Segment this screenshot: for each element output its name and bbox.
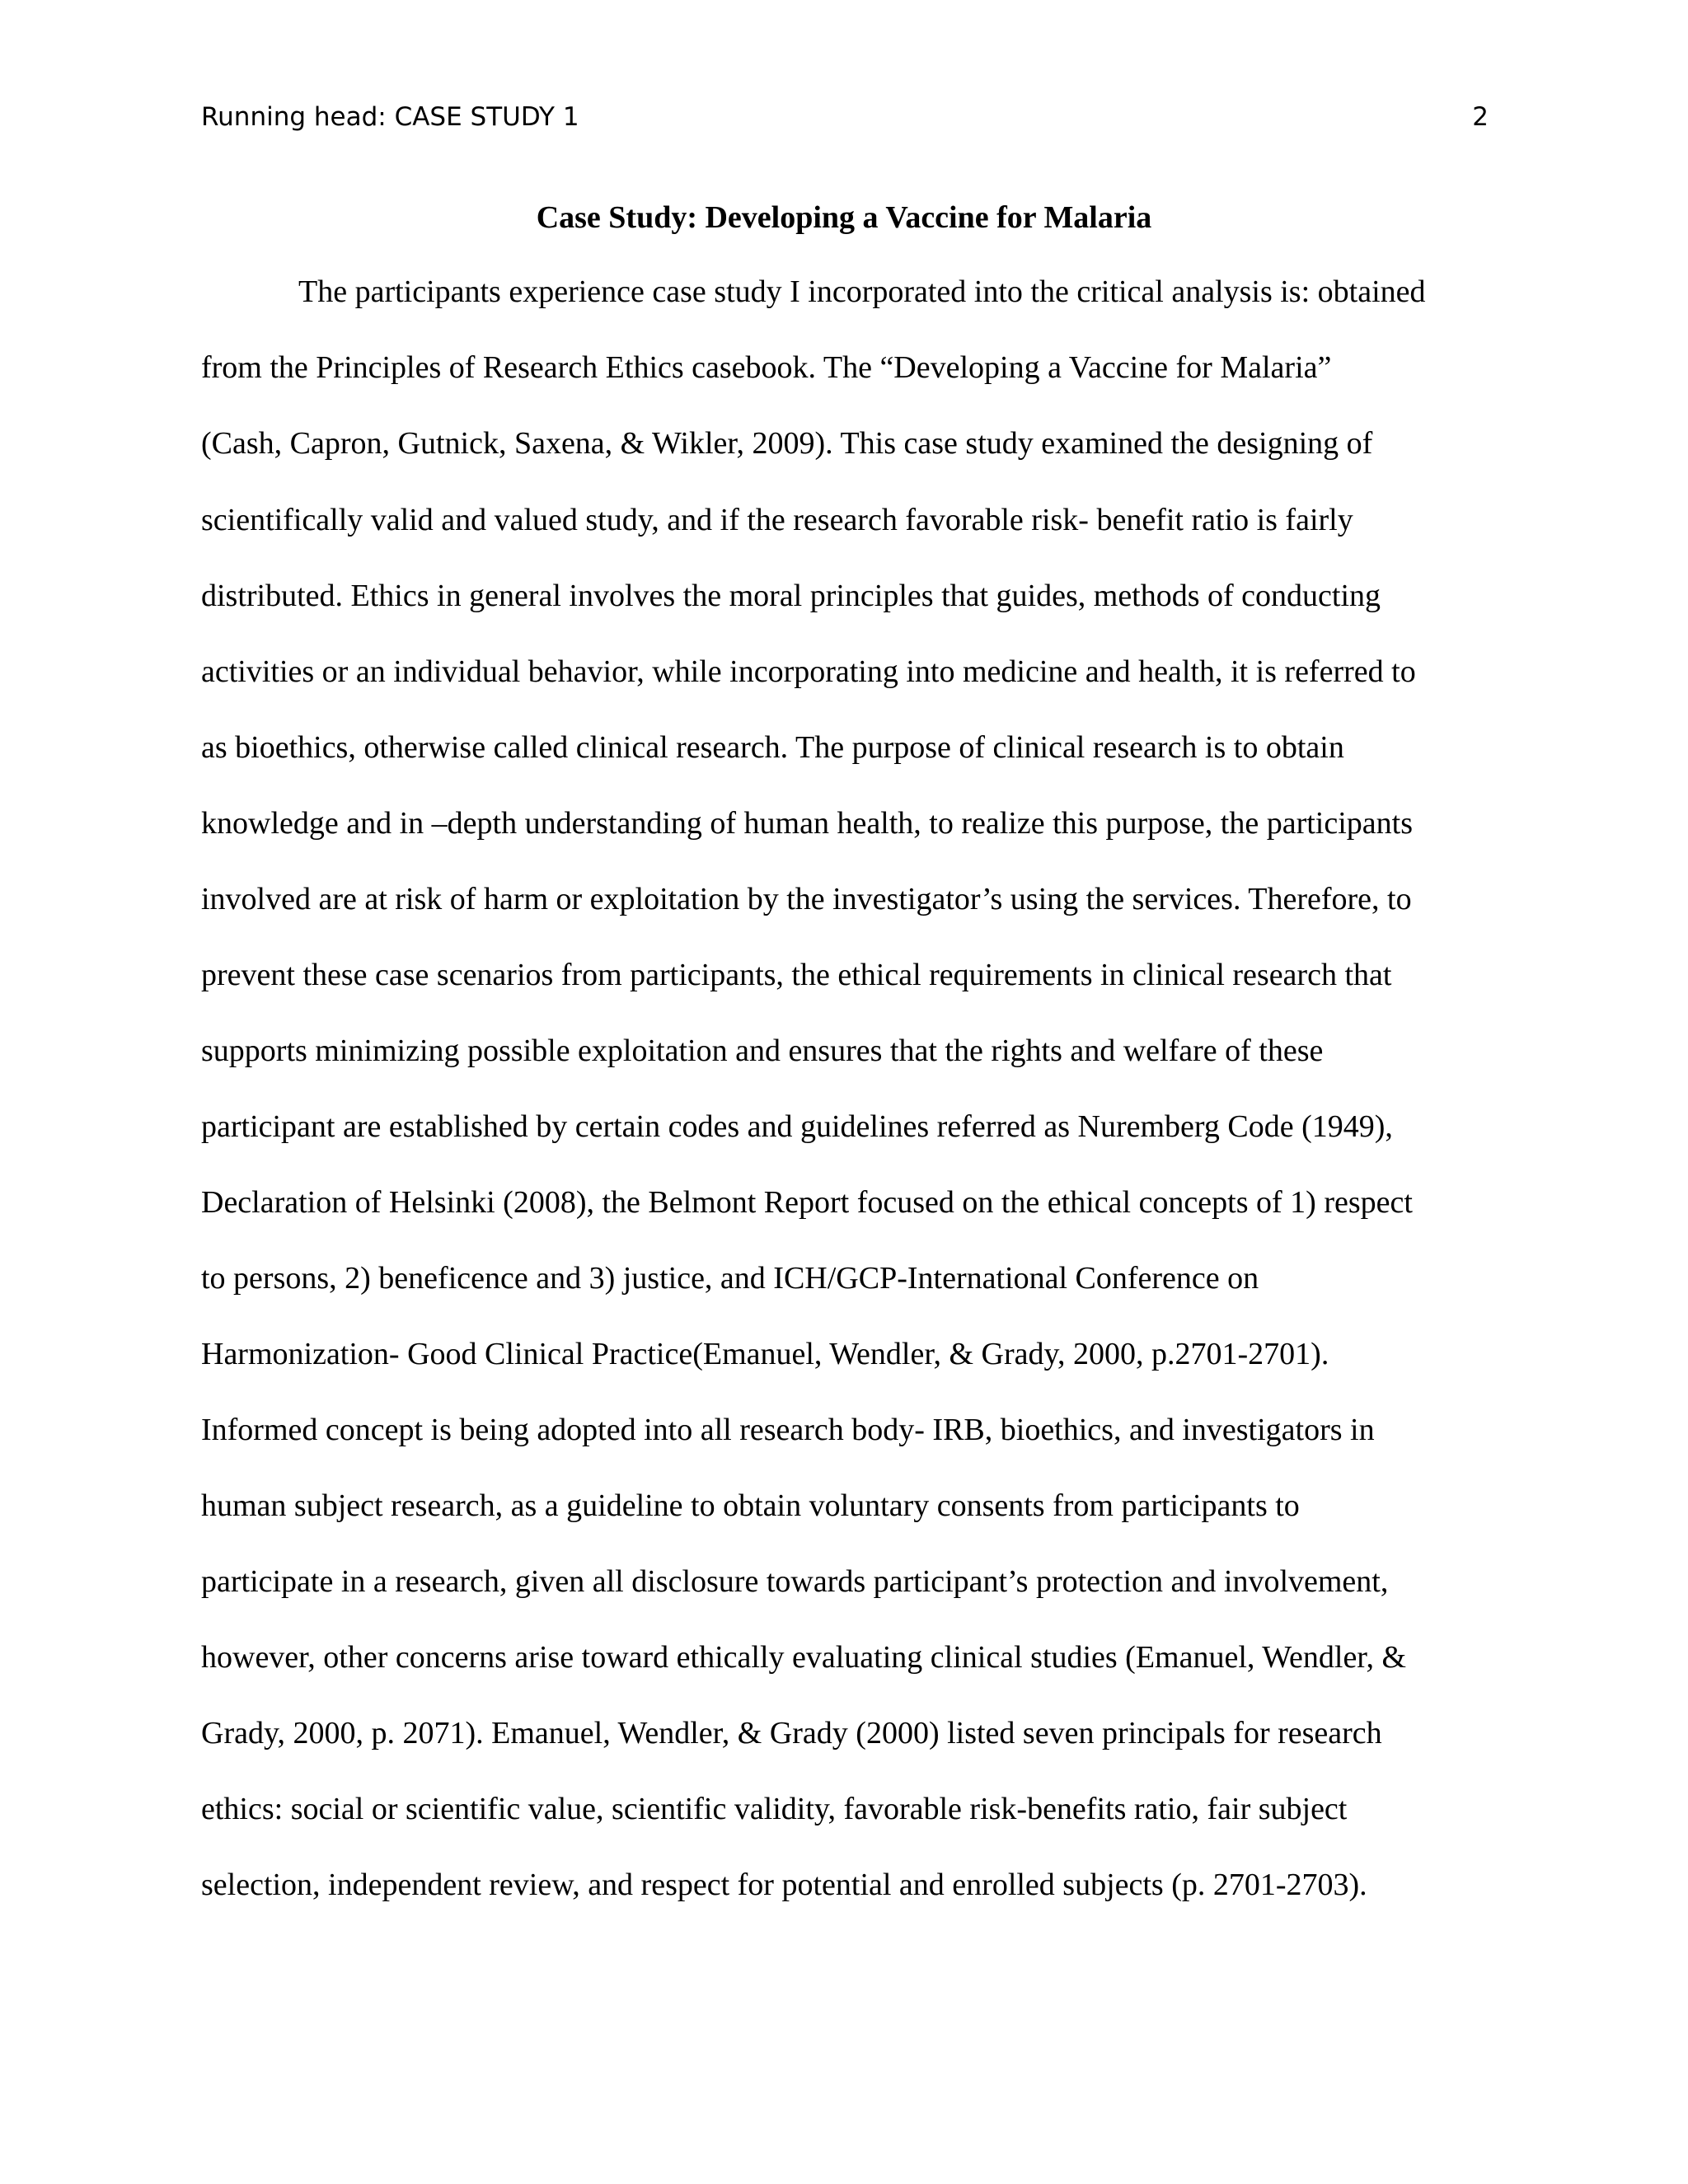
body-line-17: human subject research, as a guideline to obtain voluntary consents from participants to [201,1488,1300,1523]
body-line-13: Declaration of Helsinki (2008), the Belmont Report focused on the ethical concepts of 1) respect [201,1185,1413,1220]
body-line-18: participate in a research, given all disclosure towards participant’s protection and involvement, [201,1564,1389,1599]
body-line-1: The participants experience case study I incorporated into the critical analysis is: obtained [298,274,1426,309]
body-line-15: Harmonization- Good Clinical Practice(Emanuel, Wendler, & Grady, 2000, p.2701-2701). [201,1337,1329,1371]
body-line-11: supports minimizing possible exploitation and ensures that the rights and welfare of these [201,1033,1324,1068]
body-line-10: prevent these case scenarios from participants, the ethical requirements in clinical research that [201,958,1392,992]
body-line-12: participant are established by certain codes and guidelines referred as Nuremberg Code (1949), [201,1109,1393,1144]
body-line-14: to persons, 2) beneficence and 3) justice, and ICH/GCP-International Conference on [201,1261,1259,1296]
running-head: Running head: CASE STUDY 1 [201,102,579,132]
body-line-22: selection, independent review, and respect for potential and enrolled subjects (p. 2701-2703). [201,1868,1367,1902]
body-line-16: Informed concept is being adopted into all research body- IRB, bioethics, and investigators in [201,1413,1375,1447]
body-line-3: (Cash, Capron, Gutnick, Saxena, & Wikler, 2009). This case study examined the designing of [201,426,1373,461]
body-line-20: Grady, 2000, p. 2071). Emanuel, Wendler, & Grady (2000) listed seven principals for research [201,1716,1382,1750]
document-title: Case Study: Developing a Vaccine for Malaria [536,200,1152,235]
body-line-9: involved are at risk of harm or exploitation by the investigator’s using the services. Therefore, to [201,882,1412,916]
body-line-2: from the Principles of Research Ethics casebook. The “Developing a Vaccine for Malaria” [201,350,1332,385]
body-line-8: knowledge and in –depth understanding of human health, to realize this purpose, the participants [201,806,1413,841]
body-line-7: as bioethics, otherwise called clinical research. The purpose of clinical research is to obtain [201,730,1344,765]
body-line-4: scientifically valid and valued study, and if the research favorable risk- benefit ratio is fairly [201,503,1353,537]
body-line-6: activities or an individual behavior, while incorporating into medicine and health, it is referred to [201,654,1416,689]
body-line-5: distributed. Ethics in general involves the moral principles that guides, methods of conducting [201,579,1381,613]
body-line-19: however, other concerns arise toward ethically evaluating clinical studies (Emanuel, Wendler, & [201,1640,1406,1675]
page-number: 2 [1472,102,1489,132]
body-line-21: ethics: social or scientific value, scientific validity, favorable risk-benefits ratio, fair subject [201,1792,1348,1826]
